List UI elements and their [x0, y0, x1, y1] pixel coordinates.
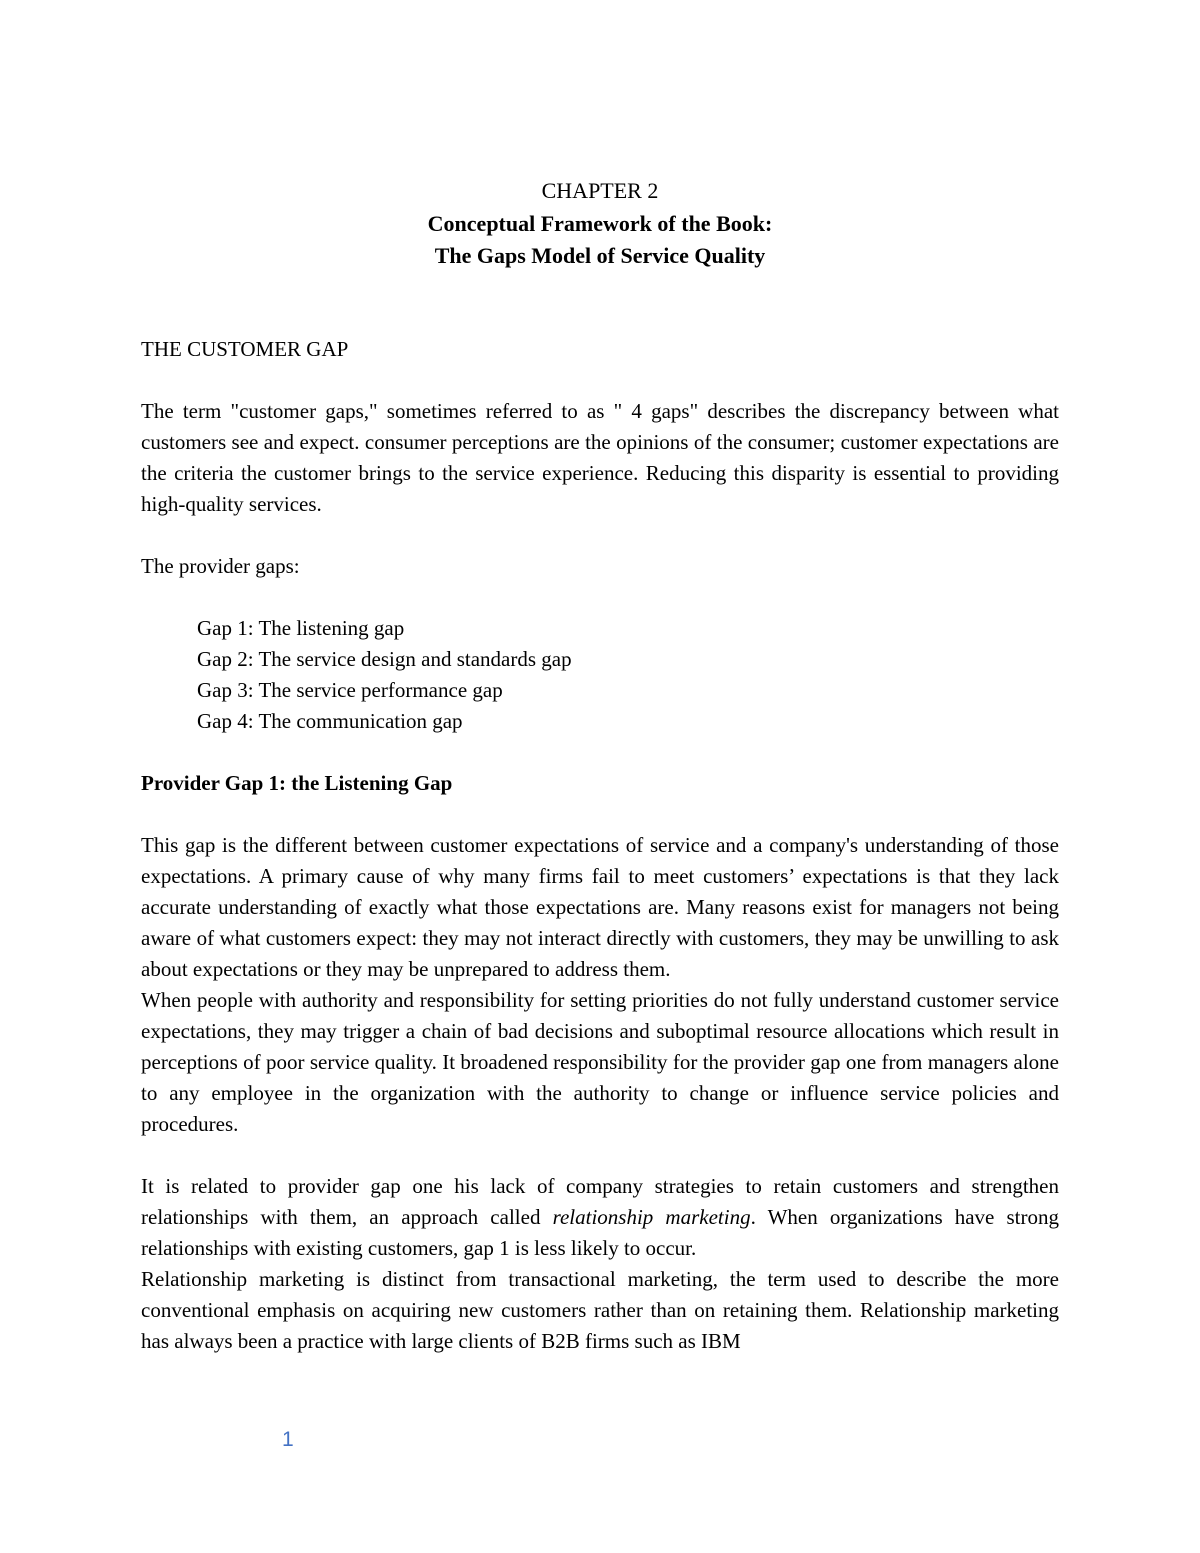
spacer — [141, 582, 1059, 613]
listening-gap-paragraph-4: Relationship marketing is distinct from transactional marketing, the term used to describe the more conventional emphasis on acquiring new customers rather than on retaining them. Relationship marketing has always been a practice with large clients of B2B firms such as IBM — [141, 1267, 1059, 1353]
spacer — [141, 272, 1059, 334]
spacer — [141, 1140, 1059, 1171]
spacer — [141, 520, 1059, 551]
paragraph-text: It is related to provider gap one his lack of company strategies to retain customers and strengthen relationships with them, an approach called — [141, 1174, 1059, 1229]
customer-gap-heading: THE CUSTOMER GAP — [141, 337, 349, 361]
list-item: Gap 3: The service performance gap — [197, 678, 503, 702]
chapter-title-line-1: Conceptual Framework of the Book: — [427, 211, 773, 236]
listening-gap-paragraph-2: When people with authority and responsibility for setting priorities do not fully understand customer service expectations, they may trigger a chain of bad decisions and suboptimal resource allocations which result in perceptions of poor service quality. It broadened responsibility for the provider gap one from managers alone to any employee in the organization with the authority to change or influence service policies and procedures. — [141, 988, 1059, 1136]
emphasized-term: relationship marketing — [552, 1205, 751, 1229]
list-item: Gap 1: The listening gap — [197, 616, 405, 640]
list-item: Gap 4: The communication gap — [197, 709, 463, 733]
spacer — [141, 737, 1059, 768]
list-item: Gap 2: The service design and standards gap — [197, 647, 572, 671]
listening-gap-paragraph-1: This gap is the different between customer expectations of service and a company's understanding of those expectations. A primary cause of why many firms fail to meet customers’ expectations is that they lack accurate understanding of exactly what those expectations are. Many reasons exist for managers not being aware of what customers expect: they may not interact directly with customers, they may be unwilling to ask about expectations or they may be unprepared to address them. — [141, 833, 1059, 981]
provider-gaps-list — [141, 613, 1059, 737]
chapter-title-line-2: The Gaps Model of Service Quality — [434, 243, 766, 268]
paragraph-text: . When organizations have strong relationships with existing customers, gap 1 is less likely to occur. — [141, 1205, 1060, 1260]
provider-gaps-intro: The provider gaps: — [141, 554, 300, 578]
page-number: 1 — [282, 1428, 294, 1451]
page-content — [141, 174, 1059, 1357]
spacer — [141, 365, 1059, 396]
listening-gap-paragraph-3 — [141, 1171, 1059, 1264]
chapter-label: CHAPTER 2 — [541, 178, 659, 203]
customer-gap-paragraph: The term "customer gaps," sometimes referred to as " 4 gaps" describes the discrepancy between what customers see and expect. consumer perceptions are the opinions of the consumer; customer expectations are the criteria the customer brings to the service experience. Reducing this disparity is essential to providing high-quality services. — [141, 399, 1059, 516]
listening-gap-heading: Provider Gap 1: the Listening Gap — [141, 771, 453, 795]
spacer — [141, 799, 1059, 830]
chapter-heading — [141, 174, 1059, 272]
